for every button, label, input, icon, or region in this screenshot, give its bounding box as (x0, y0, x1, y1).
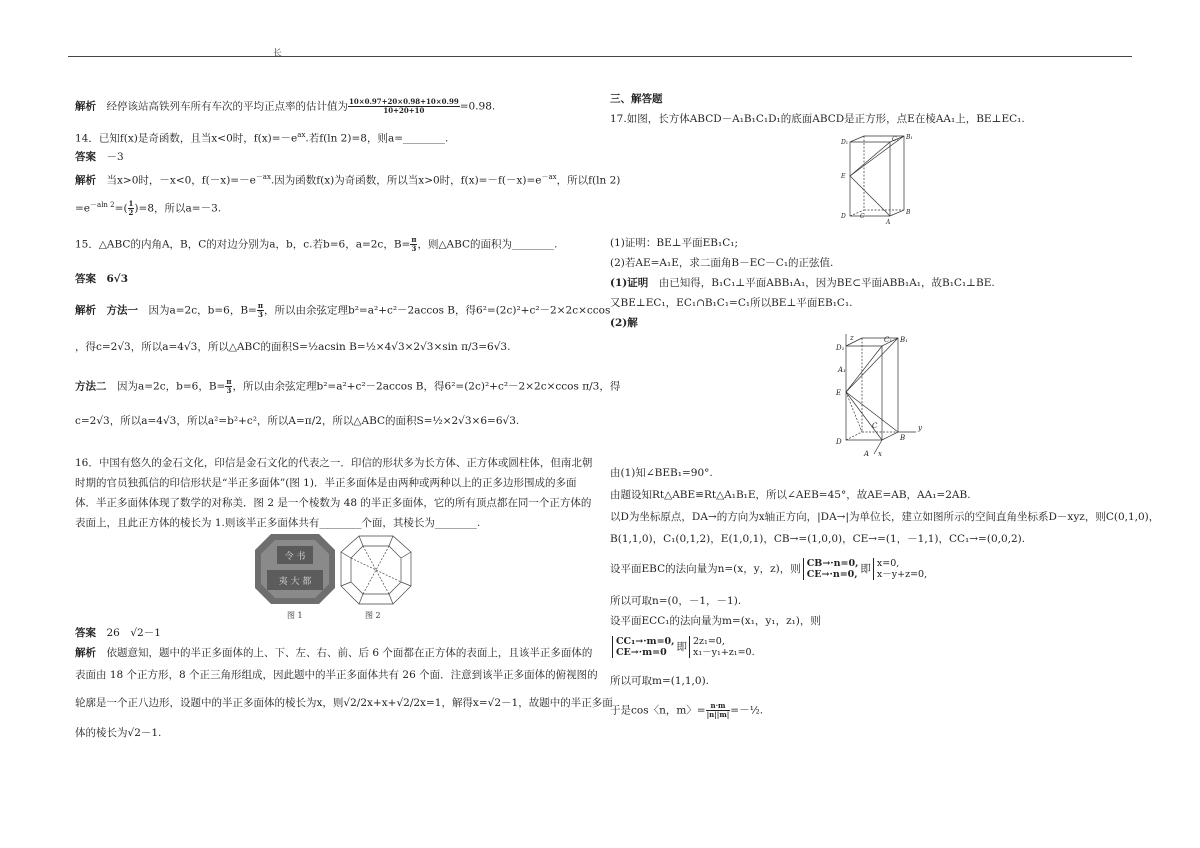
solution-15-l1 (75, 302, 610, 319)
label-A1: A₁ (838, 366, 846, 374)
label-B1: B₁ (900, 336, 908, 344)
solution-15-l2 (75, 340, 510, 354)
eq: x₁－y₁+z₁=0. (692, 647, 755, 658)
sol-l3: 以D为坐标原点，DA→的方向为x轴正方向，|DA→|为单位长，建立如图所示的空间直角坐标系D－xyz，则C(0,1,0)， (610, 511, 1160, 523)
label-C1: C₁ (892, 136, 899, 143)
system-2 (873, 558, 927, 580)
text: ，所以由余弦定理b²=a²+c²－2accos B，得6²=(2c)²+c²－2×2c×ccos (263, 304, 611, 317)
text: 因为a=2c，b=6，B= (148, 304, 257, 317)
frac-num: π (411, 235, 417, 244)
label: 答案 (75, 273, 96, 285)
text: 于是cos〈n，m〉= (610, 704, 706, 717)
method: 方法一 (106, 304, 138, 317)
svg-text:夷 大 都: 夷 大 都 (278, 577, 312, 587)
sup: －aln 2 (90, 201, 115, 209)
sup: ax (297, 131, 306, 139)
text: 14．已知f(x)是奇函数，且当x<0时，f(x)=－e (75, 132, 298, 145)
axis-z: z (850, 334, 854, 342)
sup: －ax (255, 173, 271, 181)
header-char: 长 (273, 49, 283, 59)
text: 16．中国有悠久的金石文化，印信是金石文化的代表之一．印信的形状多为长方体、正方体或圆柱体，但南北朝 (75, 457, 593, 469)
text: 表面上，且此正方体的棱长为 1.则该半正多面体共有________个面，其棱长为________. (75, 517, 481, 529)
sol-l9: 所以可取m=(1,1,0). (610, 675, 710, 687)
label: (1)证明 (610, 277, 649, 289)
sol-l8 (610, 636, 757, 658)
fig2-caption: 图 2 (365, 611, 381, 620)
sol-l7: 设平面ECC₁的法向量为m=(x₁，y₁，z₁)，则 (610, 615, 821, 627)
question-16-l4 (75, 516, 480, 530)
eq: CC₁→·m=0, (616, 636, 675, 647)
text: =e (75, 202, 91, 215)
question-15 (75, 236, 557, 253)
axis-y: y (918, 424, 922, 432)
text: 表面由 18 个正方形，8 个正三角形组成，因此题中的半正多面体共有 26 个面．注意到该半正多面体的俯视图的 (75, 669, 598, 681)
section-title: 三、解答题 (610, 93, 663, 105)
question-16-l3 (75, 496, 591, 510)
label-E: E (836, 389, 842, 397)
text: c=2√3，所以a=4√3，所以a²=b²+c²，所以A=π/2，所以△ABC的面积S=½×2√3×6=6√3. (75, 415, 520, 427)
label-C1: C₁ (884, 336, 893, 344)
sol-l2: 由题设知Rt△ABE≌Rt△A₁B₁E，所以∠AEB=45°，故AE=AB，AA₁=2AB. (610, 489, 971, 501)
eq: CB→·n=0, (806, 558, 859, 569)
method: 方法二 (75, 380, 107, 393)
fraction (706, 702, 731, 719)
frac-den: |n||m| (706, 710, 730, 719)
polyhedron-figure (337, 532, 415, 608)
sol-l4: B(1,1,0)，C₁(0,1,2)，E(1,0,1)，CB→=(1,0,0)，CE→=(1，－1,1)，CC₁→=(0,0,2). (610, 533, 1026, 545)
frac-num: n·m (706, 702, 731, 711)
label-E: E (841, 173, 846, 180)
answer-15 (75, 272, 128, 286)
text: .若f(ln 2)=8，则a=________. (305, 132, 449, 145)
fraction (257, 302, 264, 319)
text: 依题意知，题中的半正多面体的上、下、左、右、前、后 6 个面都在正方体的表面上，且该半正多面体的 (106, 647, 593, 659)
text: ，则△ABC的面积为________. (417, 238, 558, 251)
proof-1-l1 (610, 276, 995, 290)
frac-den: 3 (226, 386, 232, 395)
solution-16-l2 (75, 668, 598, 682)
proof-1-l2: 又BE⊥EC₁，EC₁∩B₁C₁=C₁所以BE⊥平面EB₁C₁. (610, 297, 853, 309)
sol-l6: 所以可取n=(0，－1，－1). (610, 595, 742, 607)
text: 经停该站高铁列车所有车次的平均正点率的估计值为 (106, 100, 348, 113)
system-3 (612, 636, 674, 658)
question-17: 17.如图，长方体ABCD－A₁B₁C₁D₁的底面ABCD是正方形，点E在棱AA₁上，BE⊥EC₁. (610, 113, 1025, 125)
answer-14 (75, 150, 124, 164)
eq: x－y+z=0, (876, 569, 928, 580)
text: =8，所以a=－3. (138, 202, 222, 215)
text: =－½. (730, 704, 764, 717)
label: 解析 (75, 647, 96, 659)
fraction (348, 98, 460, 115)
sol-l1: 由(1)知∠BEB₁=90°. (610, 467, 713, 479)
label: 解析 (75, 304, 96, 317)
part-1: (1)证明：BE⊥平面EB₁C₁; (610, 237, 738, 249)
svg-text:令 书: 令 书 (284, 552, 306, 562)
text: .因为函数f(x)为奇函数，所以当x>0时，f(x)=－f(－x)=e (270, 174, 542, 187)
seal-photo-figure (253, 532, 337, 606)
label-C: C (860, 213, 865, 220)
solution-14-l1 (75, 170, 620, 188)
text: ，所以f(ln 2) (556, 174, 621, 187)
text: = (114, 202, 124, 215)
label: 答案 (75, 627, 96, 639)
solution-16-l1 (75, 646, 592, 660)
label-B: B (906, 209, 911, 216)
text: 设平面EBC的法向量为n=(x，y，z)，则 (610, 563, 801, 575)
label: 解析 (75, 100, 96, 113)
text: 体的棱长为√2－1. (75, 727, 162, 739)
eq: x=0, (876, 558, 900, 569)
sol-l5 (610, 558, 929, 580)
question-16-l2 (75, 476, 576, 490)
answer: 26 √2－1 (106, 627, 161, 639)
axis-x: x (878, 450, 882, 458)
frac-den: 3 (257, 310, 263, 319)
answer-16 (75, 626, 161, 640)
cuboid-figure-axes (820, 332, 930, 462)
part-2-solution-label: (2)解 (610, 317, 638, 329)
text: 体．半正多面体体现了数学的对称美．图 2 是一个棱数为 48 的半正多面体，它的所有顶点都在同一个正方体的 (75, 497, 592, 509)
label: 解析 (75, 174, 96, 187)
answer: 6√3 (106, 273, 129, 285)
frac-num: π (226, 377, 232, 386)
eq: CE→·m=0 (616, 647, 667, 658)
sup: －ax (541, 173, 557, 181)
system-4 (689, 636, 755, 658)
sol-l10 (610, 702, 763, 719)
solution-15-l4 (75, 414, 519, 428)
part-2: (2)若AE=A₁E，求二面角B－EC－C₁的正弦值. (610, 257, 834, 269)
frac-num: π (257, 301, 263, 310)
eq: 2z₁=0, (692, 636, 725, 647)
fig1-caption: 图 1 (287, 611, 303, 620)
text: ，所以由余弦定理b²=a²+c²－2accos B，得6²=(2c)²+c²－2×2c×ccos π/3，得 (232, 380, 621, 393)
label-A: A (886, 219, 891, 226)
solution-13 (75, 98, 495, 115)
text: 因为a=2c，b=6，B= (117, 380, 226, 393)
label-B: B (900, 434, 906, 442)
text: 即 (676, 641, 687, 653)
cuboid-figure-top (840, 132, 920, 226)
text: 由已知得，B₁C₁⊥平面ABB₁A₁，因为BE⊂平面ABB₁A₁，故B₁C₁⊥BE. (658, 277, 995, 289)
header-divider (68, 56, 1132, 57)
solution-15-l3 (75, 378, 620, 395)
answer: －3 (106, 151, 124, 163)
frac-den: 2 (128, 208, 134, 217)
label-D: D (836, 438, 842, 446)
frac-den: 10+20+10 (383, 106, 425, 115)
text: 即 (860, 563, 871, 575)
text: =0.98. (459, 100, 496, 113)
label-A: A (864, 450, 870, 458)
text: ，得c=2√3，所以a=4√3，所以△ABC的面积S=½acsin B=½×4√3×2√3×sin π/3=6√3. (75, 341, 511, 353)
text: 当x>0时，－x<0，f(－x)=－e (106, 174, 256, 187)
eq: CE→·n=0, (806, 569, 858, 580)
frac-num: 1 (128, 199, 134, 208)
label-D: D (841, 213, 846, 220)
label-D1: D₁ (841, 139, 849, 146)
frac-num: 10×0.97+20×0.98+10×0.99 (349, 97, 459, 106)
label-C: C (872, 422, 878, 430)
solution-16-l4 (75, 726, 161, 740)
text: 时期的官员独孤信的印信形状是“半正多面体”(图 1)．半正多面体是由两种或两种以上的正多边形围成的多面 (75, 477, 577, 489)
frac-den: 3 (411, 244, 417, 253)
text: 轮廓是一个正八边形，设题中的半正多面体的棱长为x，则√2/2x+x+√2/2x=1，解得x=√2－1，故题中的半正多面 (75, 697, 613, 709)
label-B1: B₁ (906, 134, 913, 141)
question-16-l1 (75, 456, 592, 470)
solution-16-l3 (75, 696, 613, 710)
question-14 (75, 128, 448, 146)
fraction (128, 200, 135, 217)
text: 15．△ABC的内角A，B，C的对边分别为a，b，c.若b=6，a=2c，B= (75, 238, 411, 251)
solution-14-l2: $=e^{-aln 2}=$( $\frac{1}{2}$ )=8，所以a=－3. (75, 199, 222, 217)
system-1 (803, 558, 859, 580)
label-D1: D₁ (836, 344, 845, 352)
label: 答案 (75, 151, 96, 163)
